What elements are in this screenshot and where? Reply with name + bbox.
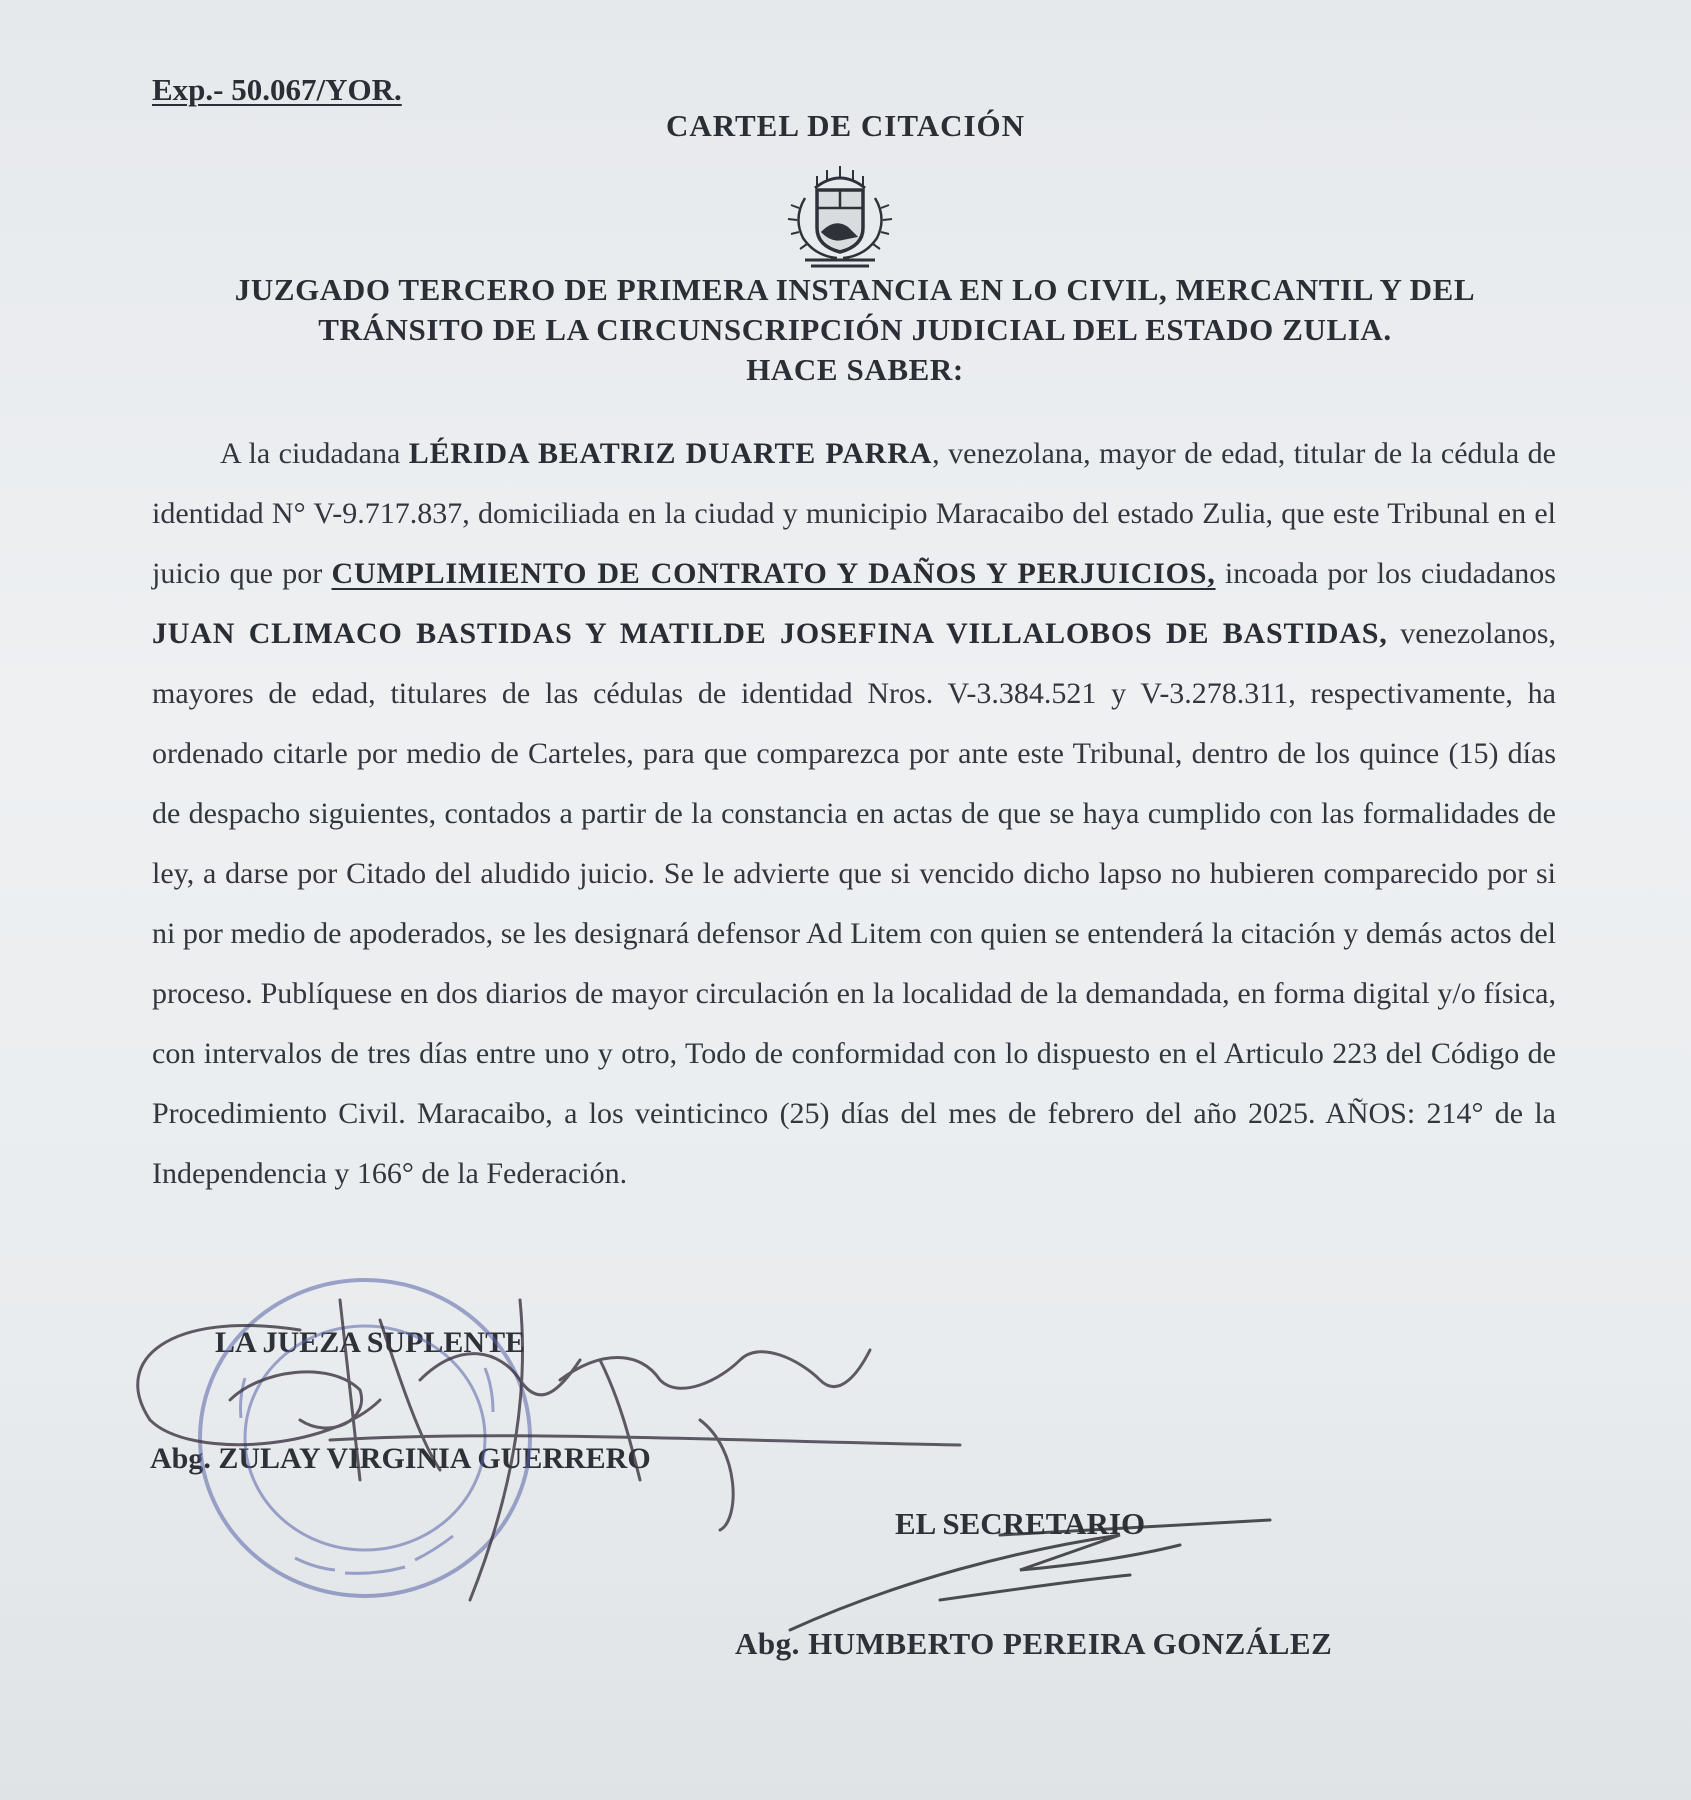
case-number: Exp.- 50.067/YOR. xyxy=(152,72,402,107)
defendant-name: LÉRIDA BEATRIZ DUARTE PARRA xyxy=(408,437,933,470)
plaintiff-names: JUAN CLIMACO BASTIDAS Y MATILDE JOSEFINA VILLALOBOS DE BASTIDAS, xyxy=(152,617,1388,650)
citation-paragraph xyxy=(152,424,1556,1204)
body-text-1: A la ciudadana xyxy=(220,437,409,470)
document-title: CARTEL DE CITACIÓN xyxy=(665,108,1026,143)
court-line-1: JUZGADO TERCERO DE PRIMERA INSTANCIA EN LO CIVIL, MERCANTIL Y DEL xyxy=(234,272,1476,307)
hace-saber: HACE SABER: xyxy=(746,352,964,387)
judge-name: Abg. ZULAY VIRGINIA GUERRERO xyxy=(150,1442,651,1475)
court-stamp xyxy=(185,1268,545,1608)
secretary-name: Abg. HUMBERTO PEREIRA GONZÁLEZ xyxy=(735,1626,1333,1661)
judge-title: LA JUEZA SUPLENTE xyxy=(215,1326,526,1359)
court-line-2: TRÁNSITO DE LA CIRCUNSCRIPCIÓN JUDICIAL DEL ESTADO ZULIA. xyxy=(318,312,1392,347)
citation-body xyxy=(152,424,1556,1204)
lawsuit-type: CUMPLIMIENTO DE CONTRATO Y DAÑOS Y PERJUICIOS, xyxy=(331,557,1216,590)
secretary-title: EL SECRETARIO xyxy=(895,1506,1146,1541)
body-text-4: venezolanos, mayores de edad, titulares de las cédulas de identidad Nros. V-3.384.521 y V-3.278.311, respectivamente, ha ordenado citarle por medio de Carteles, para que comparezca por ante este Tribunal, dentro de los quince (15) días de despacho siguientes, contados a partir de la constancia en actas de que se haya cumplido con las formalidades de ley, a darse por Citado del aludido juicio. Se le advierte que si vencido dicho lapso no hubieren comparecido por si ni por medio de apoderados, se les designará defensor Ad Litem con quien se entenderá la citación y demás actos del proceso. Publíquese en dos diarios de mayor circulación en la localidad de la demandada, en forma digital y/o física, con intervalos de tres días entre uno y otro, Todo de conformidad con lo dispuesto en el Articulo 223 del Código de Procedimiento Civil. Maracaibo, a los veinticinco (25) días del mes de febrero del año 2025. AÑOS: 214° de la Independencia y 166° de la Federación. xyxy=(152,617,1556,1190)
body-text-3: incoada por los ciudadanos xyxy=(1215,557,1556,590)
court-heading xyxy=(120,270,1590,390)
coat-of-arms-icon xyxy=(775,158,905,270)
body-text-2: , venezolana, mayor de edad, titular de la cédula de identidad N° V-9.717.837, domiciliada en la ciudad y municipio Maracaibo del estado Zulia, que este Tribunal en el juicio que por xyxy=(152,437,1556,590)
